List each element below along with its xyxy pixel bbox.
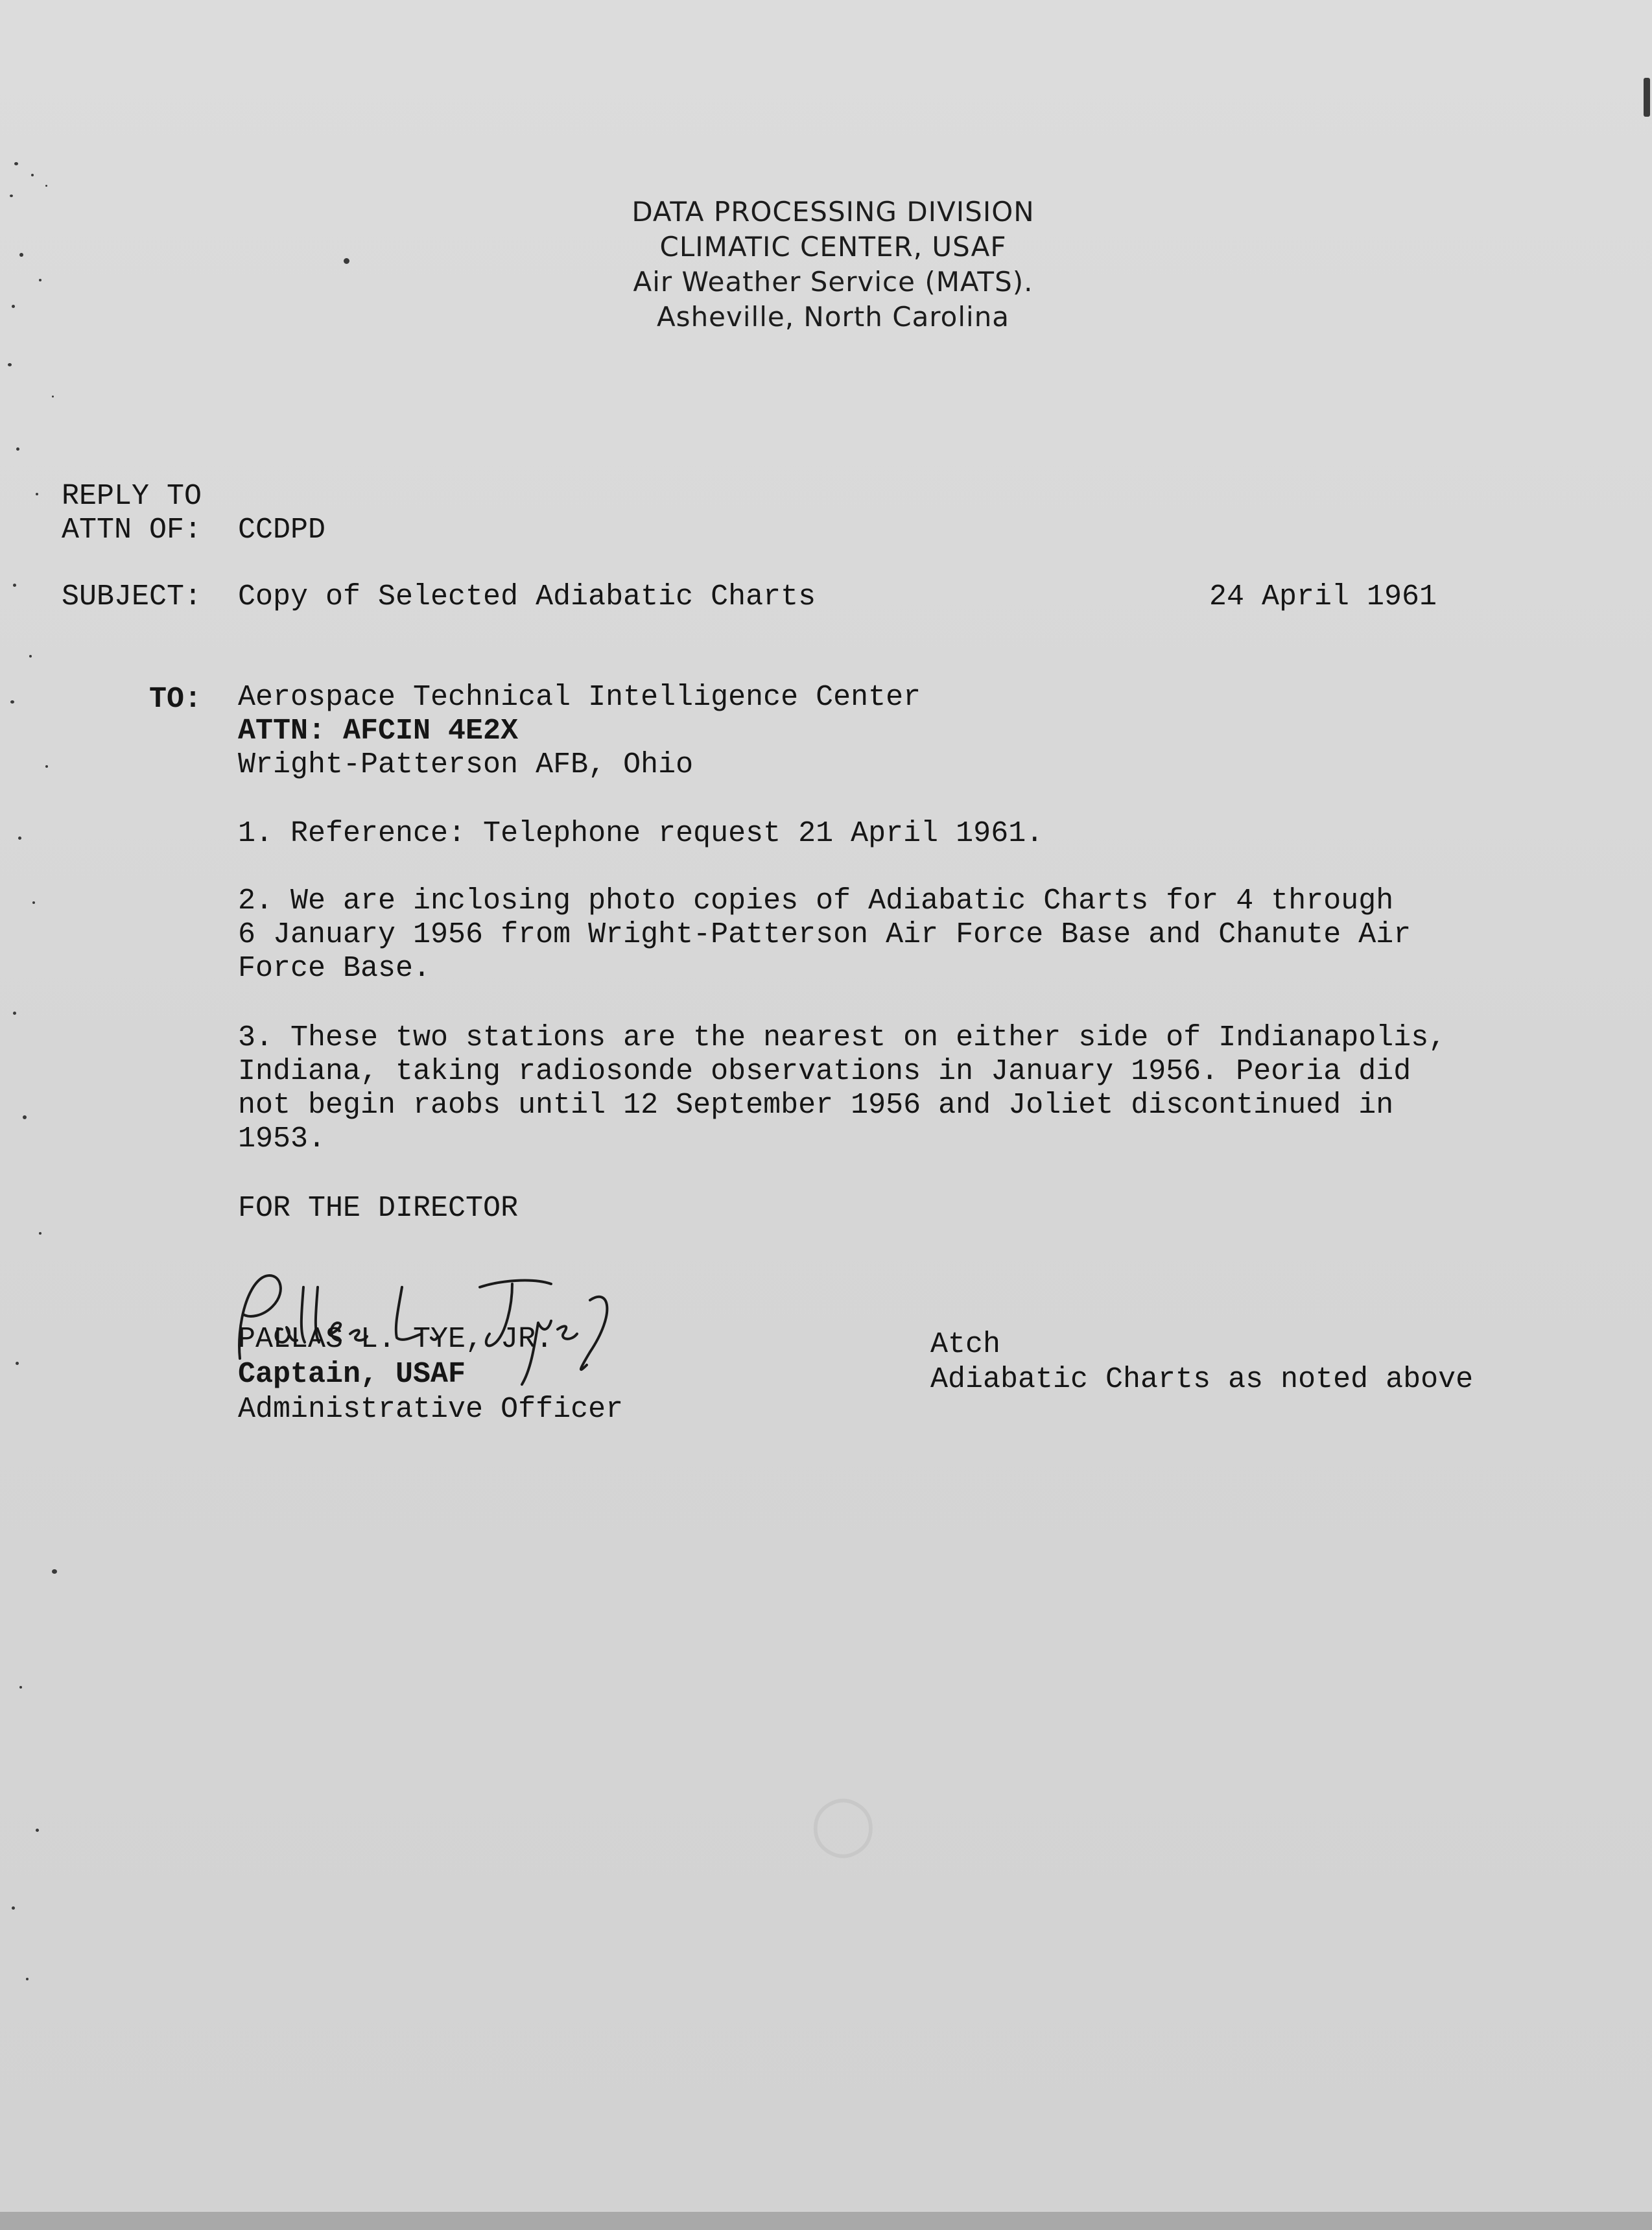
for-the-director: FOR THE DIRECTOR (238, 1192, 519, 1225)
recipient-line-1: Aerospace Technical Intelligence Center (238, 681, 921, 714)
attachment-label: Atch (930, 1328, 1001, 1361)
letterhead-center: CLIMATIC CENTER, USAF (659, 231, 1007, 263)
paragraph-3-line: 3. These two stations are the nearest on either side of Indianapolis, (238, 1021, 1446, 1054)
attn-of-value: CCDPD (238, 514, 326, 547)
letterhead (551, 195, 1115, 335)
scan-bottom-edge (0, 2212, 1652, 2230)
bleed-through-mark: ◯ (810, 1792, 876, 1856)
signatory-title: Administrative Officer (238, 1393, 624, 1426)
attachment-description: Adiabatic Charts as noted above (930, 1363, 1474, 1396)
to-label: TO: (149, 683, 202, 716)
paragraph-2 (238, 884, 1411, 986)
attn-of-label: ATTN OF: (62, 514, 202, 547)
recipient-line-3: Wright-Patterson AFB, Ohio (238, 748, 694, 781)
recipient-address (238, 681, 921, 782)
paragraph-3 (238, 1021, 1446, 1156)
letterhead-service: Air Weather Service (MATS). (633, 266, 1033, 298)
letterhead-division: DATA PROCESSING DIVISION (631, 196, 1035, 228)
subject-value: Copy of Selected Adiabatic Charts (238, 580, 816, 613)
paragraph-1: 1. Reference: Telephone request 21 April 1961. (238, 817, 1044, 850)
recipient-line-2: ATTN: AFCIN 4E2X (238, 715, 519, 748)
signatory-name: PALLAS L. TYE, JR. (238, 1323, 554, 1356)
paragraph-3-line: Indiana, taking radiosonde observations in January 1956. Peoria did (238, 1055, 1411, 1088)
letter-date: 24 April 1961 (1209, 580, 1437, 613)
paragraph-3-line: not begin raobs until 12 September 1956 and Joliet discontinued in (238, 1089, 1394, 1122)
subject-label: SUBJECT: (62, 580, 202, 613)
signatory-rank: Captain, USAF (238, 1358, 466, 1391)
paragraph-2-line: Force Base. (238, 952, 431, 985)
paragraph-2-line: 6 January 1956 from Wright-Patterson Air Force Base and Chanute Air (238, 918, 1411, 951)
paragraph-3-line: 1953. (238, 1122, 326, 1156)
letterhead-location: Asheville, North Carolina (656, 301, 1010, 333)
reply-to-label: REPLY TO (62, 480, 202, 513)
paragraph-2-line: 2. We are inclosing photo copies of Adiabatic Charts for 4 through (238, 884, 1394, 918)
